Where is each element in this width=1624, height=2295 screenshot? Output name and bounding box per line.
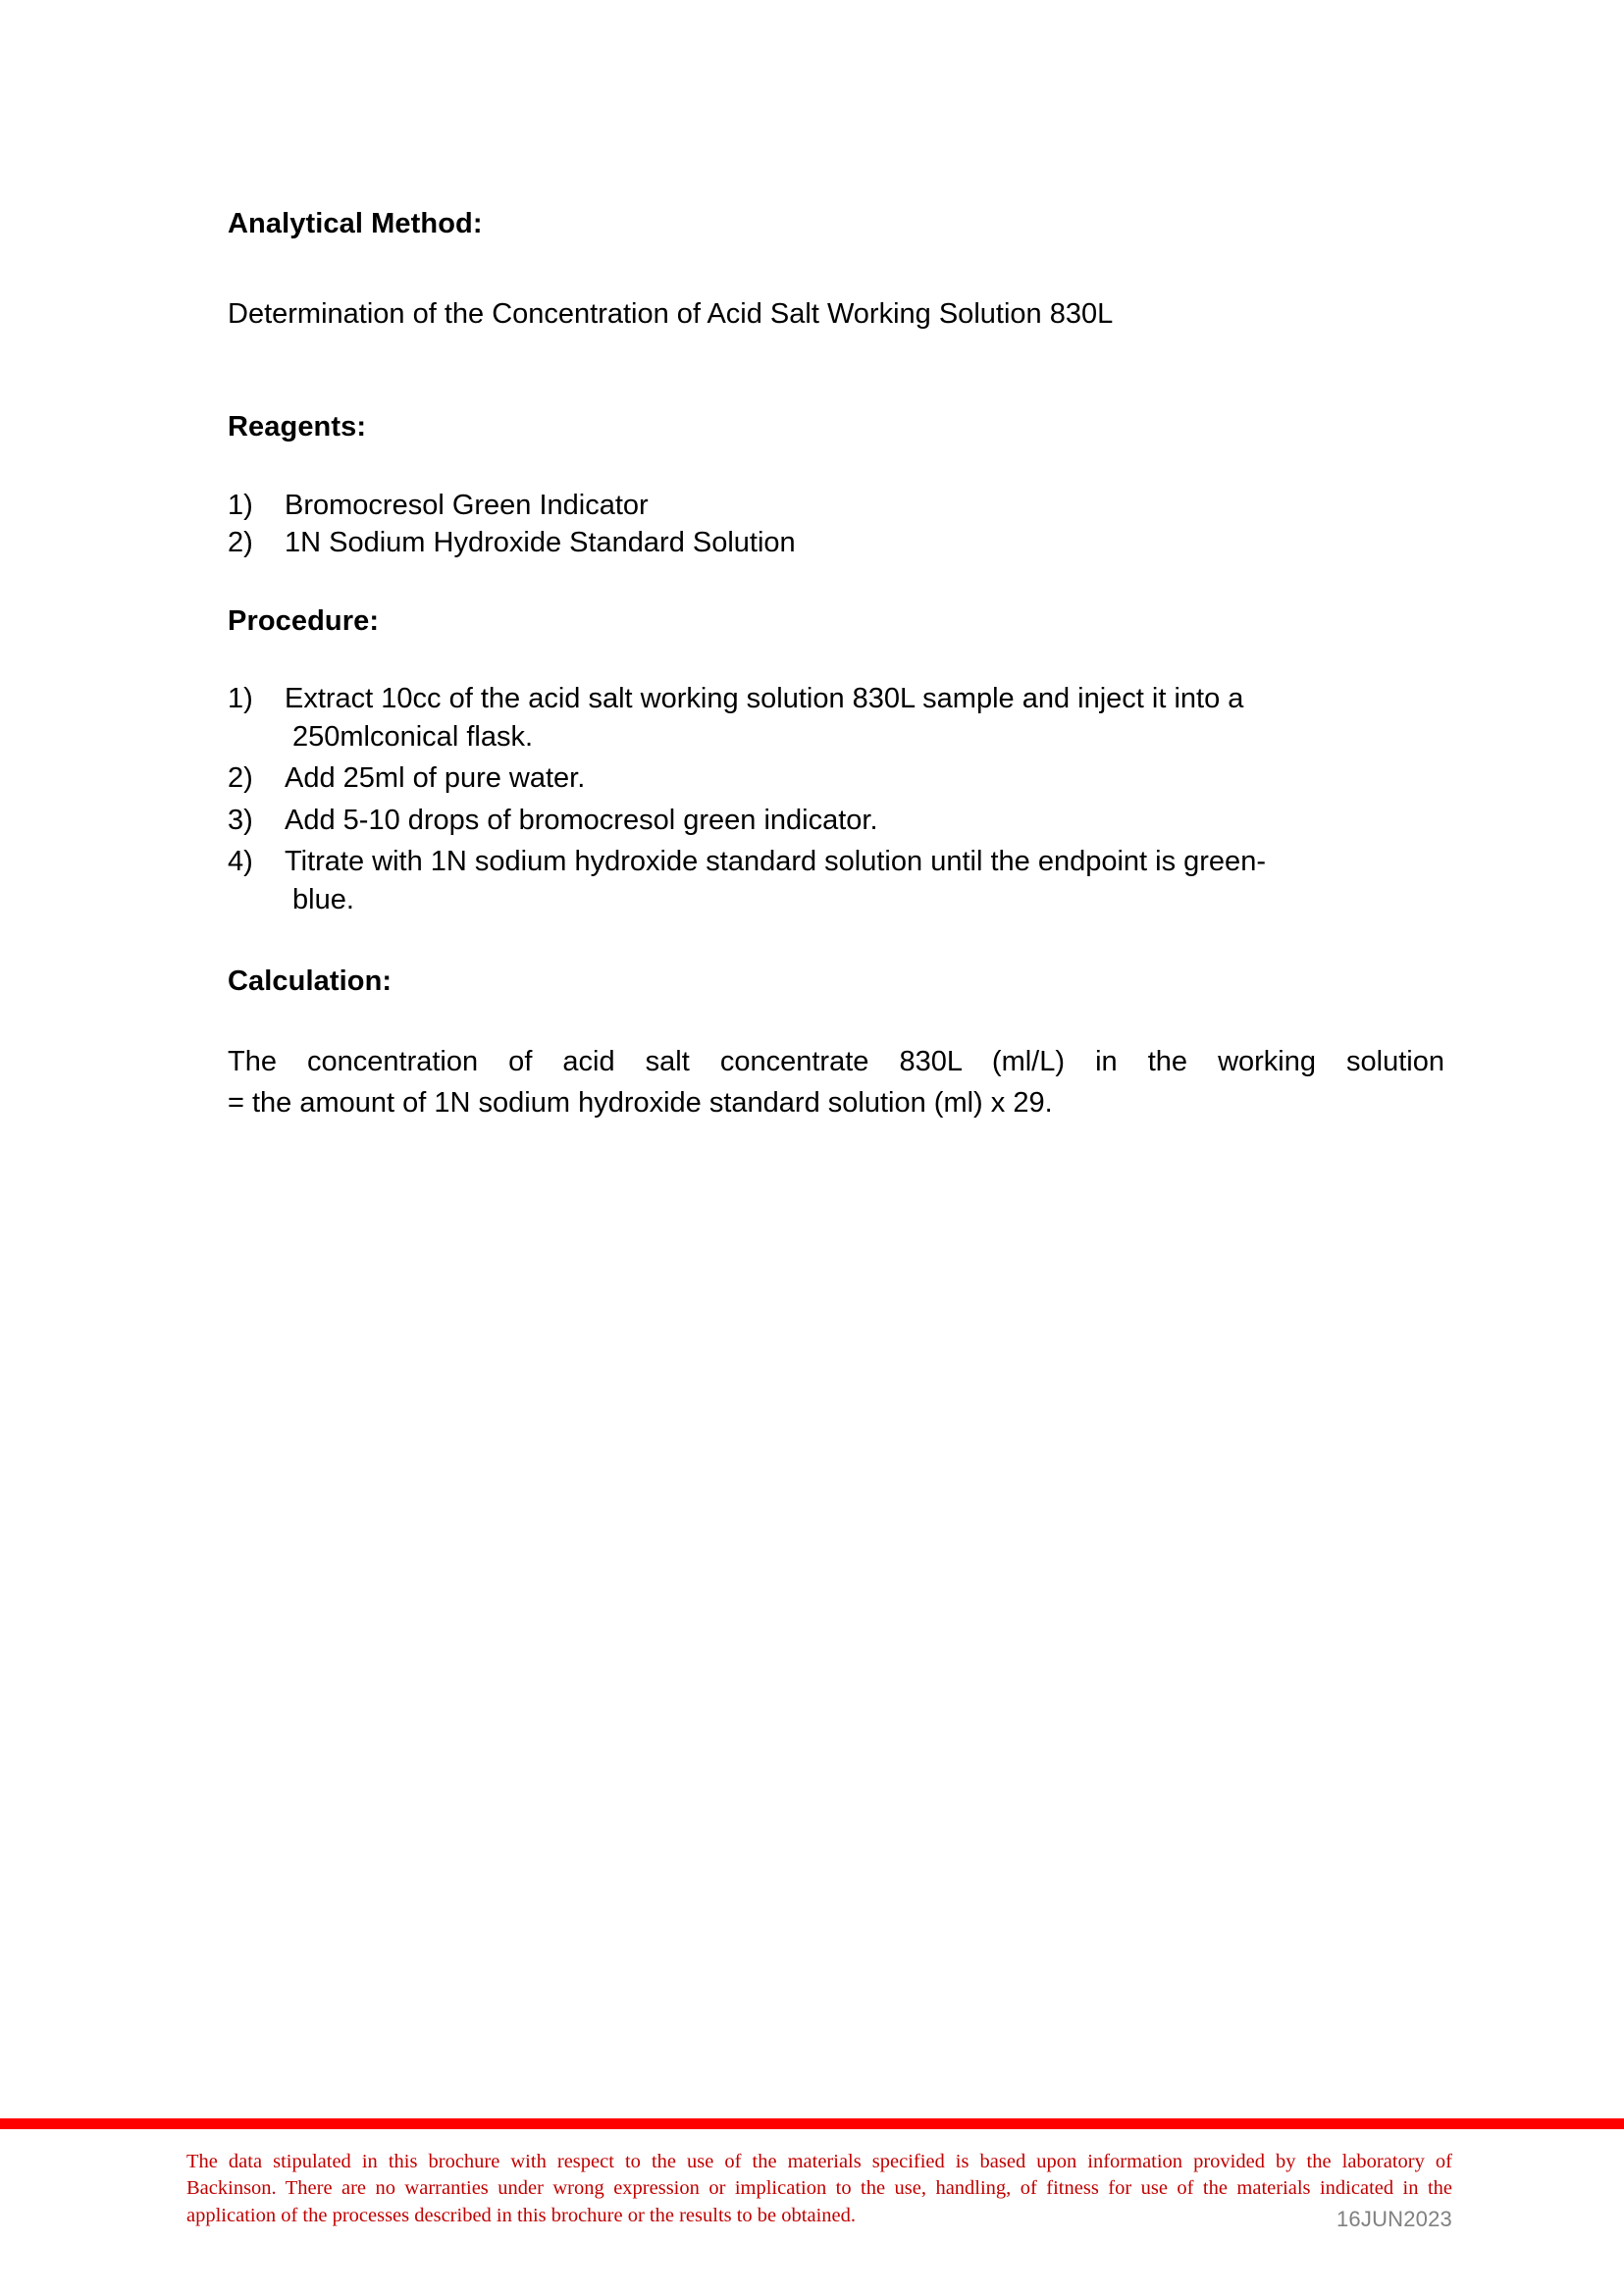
analytical-method-title: Determination of the Concentration of Acid Salt Working Solution 830L xyxy=(228,298,1114,331)
list-item xyxy=(228,759,1444,798)
procedure-list xyxy=(228,680,1444,918)
list-item-text: Add 25ml of pure water. xyxy=(285,762,586,795)
disclaimer-line-2: Backinson. There are no warranties under wrong expression or implication to the use, handling, of fitness for use of the materials indicated in the xyxy=(186,2177,1452,2200)
reagents-heading: Reagents: xyxy=(228,411,367,443)
list-marker: 2) xyxy=(228,527,253,559)
list-item-text-line1: Titrate with 1N sodium hydroxide standard solution until the endpoint is green- xyxy=(285,846,1266,878)
analytical-method-heading: Analytical Method: xyxy=(228,208,483,239)
list-item-text-line1: Extract 10cc of the acid salt working solution 830L sample and inject it into a xyxy=(285,682,1244,714)
list-item-text: Bromocresol Green Indicator xyxy=(285,489,649,521)
list-item xyxy=(228,680,1444,756)
spacer xyxy=(228,445,1444,487)
spacer xyxy=(228,922,1444,964)
reagents-list xyxy=(228,487,1444,562)
list-item-text-line2: 250mlconical flask. xyxy=(292,720,533,753)
footer-accent-bar xyxy=(0,2118,1624,2129)
document-content xyxy=(228,206,1444,1123)
list-marker: 2) xyxy=(228,762,253,795)
list-marker: 1) xyxy=(228,682,253,714)
list-item xyxy=(228,524,1444,562)
list-marker: 1) xyxy=(228,489,253,521)
list-item xyxy=(228,487,1444,525)
list-item xyxy=(228,802,1444,840)
spacer xyxy=(228,388,1444,409)
list-item xyxy=(228,843,1444,918)
spacer xyxy=(228,562,1444,603)
calculation-line-2: = the amount of 1N sodium hydroxide standard solution (ml) x 29. xyxy=(228,1086,1053,1119)
disclaimer-line-1: The data stipulated in this brochure with respect to the use of the materials specified is based upon information provided by the laboratory of xyxy=(186,2151,1452,2172)
list-item-text: Add 5-10 drops of bromocresol green indicator. xyxy=(285,804,878,836)
disclaimer-line-3: application of the processes described in this brochure or the results to be obtained. xyxy=(186,2204,856,2226)
spacer xyxy=(228,333,1444,388)
list-marker: 4) xyxy=(228,846,253,878)
calculation-line-1: The concentration of acid salt concentrate 830L (ml/L) in the working solution xyxy=(228,1045,1444,1077)
spacer xyxy=(228,241,1444,296)
list-marker: 3) xyxy=(228,804,253,836)
procedure-heading: Procedure: xyxy=(228,604,380,637)
list-item-text-line2: blue. xyxy=(292,883,354,915)
calculation-heading: Calculation: xyxy=(228,965,393,998)
spacer xyxy=(228,639,1444,680)
footer-date: 16JUN2023 xyxy=(1336,2207,1452,2231)
list-item-text: 1N Sodium Hydroxide Standard Solution xyxy=(285,527,796,559)
footer-disclaimer xyxy=(186,2149,1452,2229)
spacer xyxy=(228,1000,1444,1041)
